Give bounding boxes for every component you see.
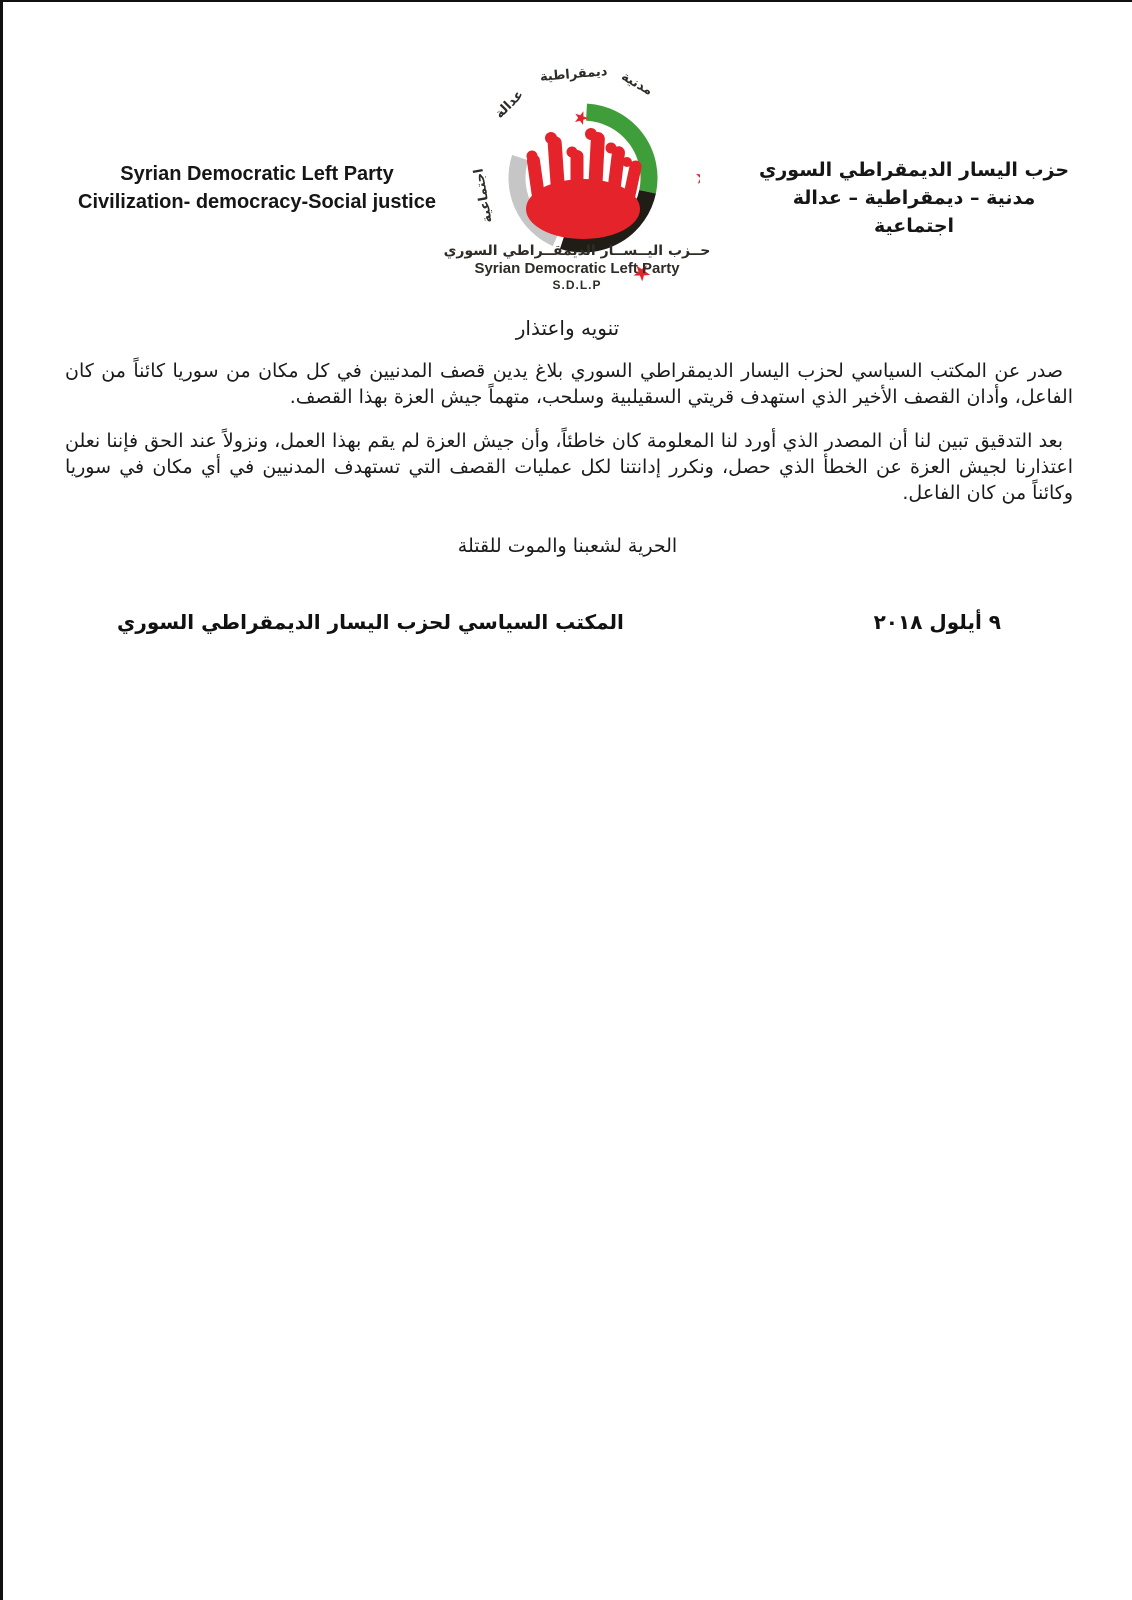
header-english <box>71 160 443 216</box>
header-arabic <box>755 156 1073 240</box>
logo-caption-arabic: حــزب اليــســار الديمقــراطي السوري <box>443 243 711 259</box>
document-title: تنويه واعتذار <box>515 316 620 340</box>
arc-word: عدالة <box>492 87 527 122</box>
party-motto-english: Civilization- democracy-Social justice <box>78 191 436 213</box>
arc-word: مدنية <box>618 69 656 99</box>
arc-word: ديمقراطية <box>539 64 609 85</box>
logo-caption-english: Syrian Democratic Left Party <box>474 260 680 277</box>
arc-word: اجتماعية <box>471 167 496 224</box>
star-icon <box>692 165 700 189</box>
party-motto-arabic: مدنية – ديمقراطية – عدالة اجتماعية <box>792 187 1036 237</box>
logo-caption <box>431 242 723 293</box>
footer-row <box>65 610 1073 634</box>
paragraph-statement: صدر عن المكتب السياسي لحزب اليسار الديمقراطي السوري بلاغ يدين قصف المدنيين في كل مكان من سوريا كائناً من كان الفاعل، وأدان القصف الأخير الذي استهدف قريتي السقيلبية وسلحب، متهماً جيش العزة بهذا القصف. <box>65 360 1073 408</box>
signature-political-bureau: المكتب السياسي لحزب اليسار الديمقراطي السوري <box>117 610 624 634</box>
party-name-arabic: حزب اليسار الديمقراطي السوري <box>758 159 1070 181</box>
paragraph-apology: بعد التدقيق تبين لنا أن المصدر الذي أورد لنا المعلومة كان خاطئاً، وأن جيش العزة لم يقم بهذا العمل، ونزولاً عند الحق فإننا نعلن اعتذارنا لجيش العزة عن الخطأ الذي حصل، ونكرر إدانتنا لكل عمليات القصف التي تستهدف المدنيين في أي مكان في سوريا وكائناً من كان الفاعل. <box>65 430 1073 504</box>
party-name-english: Syrian Democratic Left Party <box>120 163 394 185</box>
document-date: ٩ أيلول ٢٠١٨ <box>873 610 1001 634</box>
slogan-line: الحرية لشعبنا والموت للقتلة <box>457 535 678 557</box>
crowd-figures-icon <box>526 128 643 239</box>
logo-caption-abbr: S.D.L.P <box>552 278 602 292</box>
